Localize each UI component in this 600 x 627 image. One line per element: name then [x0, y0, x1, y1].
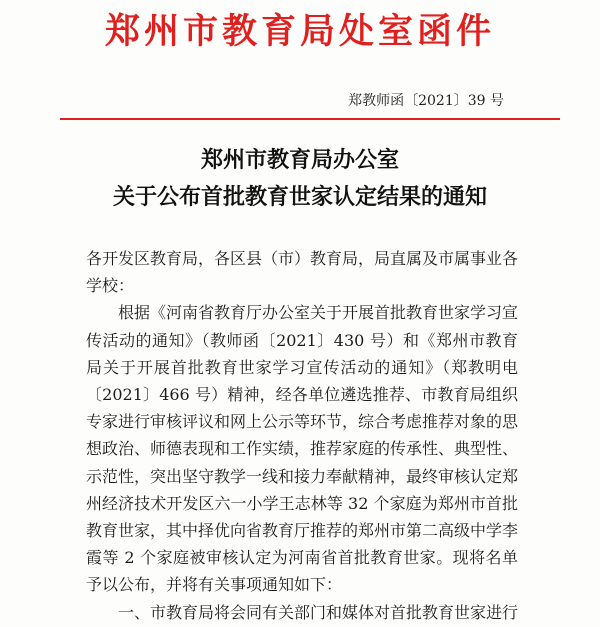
- doc-number: 郑教师函〔2021〕39 号: [348, 93, 504, 109]
- body-paragraph-2: 一、市教育局将会同有关部门和媒体对首批教育世家进行: [118, 602, 519, 622]
- salutation: 各开发区教育局，各区县（市）教育局，局直属及市属事业各学校：: [86, 249, 519, 296]
- body-paragraph-1: 根据《河南省教育厅办公室关于开展首批教育世家学习宣传活动的通知》（教师函〔2021〕430 号）和《郑州市教育局关于开展首批教育世家学习宣传活动的通知》（郑教明电〔2021〕466 号）精神，经各单位遴选推荐、市教育局组织专家进行审核评议和网上公示等环节，综合考虑推荐对象的思想政治、师德表现和工作实绩，推荐家庭的传承性、典型性、示范性，突出坚守教学一线和接力奉献精神，最终审核认定郑州经济技术开发区六一小学王志林等 32 个家庭为郑州市首批教育世家，其中择优向省教育厅推荐的郑州市第二高级中学李霞等 2 个家庭被审核认定为河南省首批教育世家。现将名单予以公布，并将有关事项通知如下：: [86, 303, 519, 595]
- notice-title-line-2: 关于公布首批教育世家认定结果的通知: [112, 184, 487, 210]
- header-divider: [60, 118, 560, 120]
- notice-body: [86, 245, 518, 626]
- notice-title-line-1: 郑州市教育局办公室: [200, 147, 399, 173]
- doc-header-title: 郑州市教育局处室函件: [104, 11, 495, 52]
